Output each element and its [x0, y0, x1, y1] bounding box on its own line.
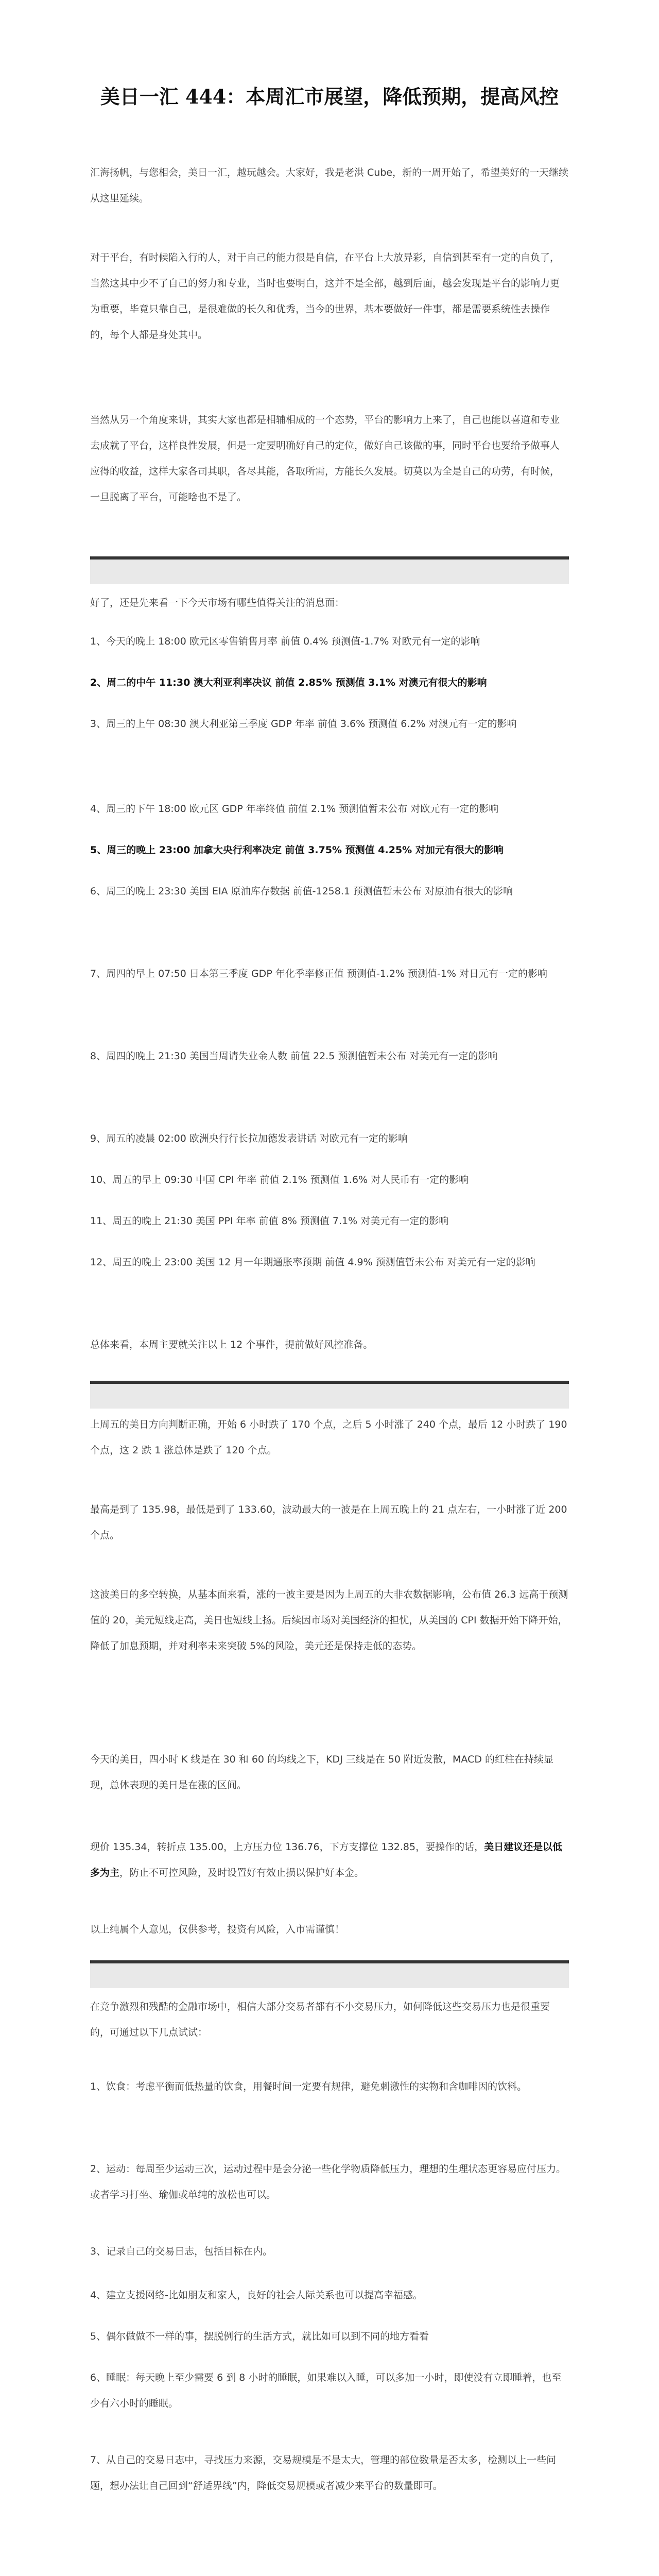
event-item-12: 12、周五的晚上 23:00 美国 12 月一年期通胀率预期 前值 4.9% 预测值暂未公布 对美元有一定的影响	[90, 1257, 535, 1268]
analysis-disclaimer: 以上纯属个人意见，仅供参考，投资有风险，入市需谨慎！	[90, 1924, 345, 1935]
analysis-paragraph-2: 最高是到了 135.98，最低是到了 133.60，波动最大的一波是在上周五晚上的 21 点左右，一小时涨了近 200 个点。	[90, 1504, 567, 1541]
tip-item-3: 3、记录自己的交易日志，包括目标在内。	[90, 2246, 273, 2257]
article	[90, 0, 569, 2576]
section-divider-3	[90, 1960, 569, 1988]
tip-item-2: 2、运动：每周至少运动三次，运动过程中是会分泌一些化学物质降低压力，理想的生理状态更容易应付压力。或者学习打坐、瑜伽或单纯的放松也可以。	[90, 2163, 566, 2200]
analysis-paragraph-1: 上周五的美日方向判断正确，开始 6 小时跌了 170 个点，之后 5 小时涨了 240 个点，最后 12 小时跌了 190 个点，这 2 跌 1 涨总体是跌了 120 个点。	[90, 1419, 567, 1456]
event-item-9: 9、周五的凌晨 02:00 欧洲央行行长拉加德发表讲话 对欧元有一定的影响	[90, 1133, 408, 1144]
intro-paragraph-1: 汇海扬帆，与您相会，美日一汇，越玩越会。大家好，我是老洪 Cube，新的一周开始了，希望美好的一天继续从这里延续。	[90, 167, 569, 204]
events-summary: 总体来看，本周主要就关注以上 12 个事件，提前做好风控准备。	[90, 1339, 373, 1350]
tip-item-4: 4、建立支援网络-比如朋友和家人，良好的社会人际关系也可以提高幸福感。	[90, 2290, 423, 2301]
tip-item-5: 5、偶尔做做不一样的事，摆脱例行的生活方式，就比如可以到不同的地方看看	[90, 2331, 429, 2342]
tip-item-7: 7、从自己的交易日志中，寻找压力来源，交易规模是不是太大，管理的部位数量是否太多，检测以上一些问题，想办法让自己回到“舒适界线”内，降低交易规模或者减少来平台的数量即可。	[90, 2454, 557, 2492]
event-item-2: 2、周二的中午 11:30 澳大利亚利率决议 前值 2.85% 预测值 3.1% 对澳元有很大的影响	[90, 677, 487, 688]
event-item-1: 1、今天的晚上 18:00 欧元区零售销售月率 前值 0.4% 预测值-1.7% 对欧元有一定的影响	[90, 636, 480, 647]
section-divider-2	[90, 1381, 569, 1409]
analysis-paragraph-4: 今天的美日，四小时 K 线是在 30 和 60 的均线之下，KDJ 三线是在 50 附近发散，MACD 的红柱在持续显现，总体表现的美日是在涨的区间。	[90, 1754, 554, 1791]
events-intro: 好了，还是先来看一下今天市场有哪些值得关注的消息面：	[90, 597, 345, 608]
tip-item-6: 6、睡眠：每天晚上至少需要 6 到 8 小时的睡眠，如果难以入睡，可以多加一小时，即使没有立即睡着，也至少有六小时的睡眠。	[90, 2372, 562, 2409]
event-item-4: 4、周三的下午 18:00 欧元区 GDP 年率终值 前值 2.1% 预测值暂未公布 对欧元有一定的影响	[90, 803, 499, 815]
intro-paragraph-2: 对于平台，有时候陷入行的人，对于自己的能力很是自信，在平台上大放异彩，自信到甚至有一定的自负了，当然这其中少不了自己的努力和专业，当时也要明白，这并不是全部，越到后面，越会发现是平台的影响力更为重要，毕竟只靠自己，是很难做的长久和优秀，当今的世界，基本要做好一件事，都是需要系统性去操作的，每个人都是身处其中。	[90, 252, 560, 341]
section-divider-1	[90, 556, 569, 584]
event-item-6: 6、周三的晚上 23:30 美国 EIA 原油库存数据 前值-1258.1 预测值暂未公布 对原油有很大的影响	[90, 886, 513, 897]
event-item-5: 5、周三的晚上 23:00 加拿大央行利率决定 前值 3.75% 预测值 4.25% 对加元有很大的影响	[90, 844, 504, 856]
event-item-8: 8、周四的晚上 21:30 美国当周请失业金人数 前值 22.5 预测值暂未公布 对美元有一定的影响	[90, 1050, 498, 1062]
event-item-11: 11、周五的晚上 21:30 美国 PPI 年率 前值 8% 预测值 7.1% 对美元有一定的影响	[90, 1215, 449, 1227]
advice-tail: ，防止不可控风险，及时设置好有效止损以保护好本金。	[119, 1867, 365, 1878]
analysis-advice	[90, 1834, 569, 1886]
analysis-paragraph-3: 这波美日的多空转换，从基本面来看，涨的一波主要是因为上周五的大非农数据影响，公布值 26.3 远高于预测值的 20，美元短线走高，美日也短线上扬。后续因市场对美国经济的担忧，从美国的 CPI 数据开始下降开始，降低了加息预期，并对利率未来突破 5%的风险，美元还是保持走低的态势。	[90, 1589, 568, 1652]
advice-highlight: 美日建议还是以低多为主	[90, 1841, 563, 1878]
article-title: 美日一汇 444：本周汇市展望，降低预期，提高风控	[100, 85, 559, 108]
advice-text: 现价 135.34，转折点 135.00，上方压力位 136.76，下方支撑位 132.85，要操作的话，	[90, 1841, 484, 1853]
tip-item-1: 1、饮食：考虑平衡而低热量的饮食，用餐时间一定要有规律，避免刺激性的实物和含咖啡因的饮料。	[90, 2081, 527, 2092]
event-item-10: 10、周五的早上 09:30 中国 CPI 年率 前值 2.1% 预测值 1.6% 对人民币有一定的影响	[90, 1174, 469, 1185]
tips-intro: 在竞争激烈和残酷的金融市场中，相信大部分交易者都有不小交易压力，如何降低这些交易压力也是很重要的，可通过以下几点试试：	[90, 2001, 550, 2038]
event-item-3: 3、周三的上午 08:30 澳大利亚第三季度 GDP 年率 前值 3.6% 预测值 6.2% 对澳元有一定的影响	[90, 718, 517, 730]
event-item-7: 7、周四的早上 07:50 日本第三季度 GDP 年化季率修正值 预测值-1.2% 预测值-1% 对日元有一定的影响	[90, 968, 548, 979]
intro-paragraph-3: 当然从另一个角度来讲，其实大家也都是相辅相成的一个态势，平台的影响力上来了，自己也能以喜道和专业去成就了平台，这样良性发展，但是一定要明确好自己的定位，做好自己该做的事，同时平台也要给予做事人应得的收益，这样大家各司其职，各尽其能，各取所需，方能长久发展。切莫以为全是自己的功劳，有时候，一旦脱离了平台，可能啥也不是了。	[90, 414, 560, 503]
